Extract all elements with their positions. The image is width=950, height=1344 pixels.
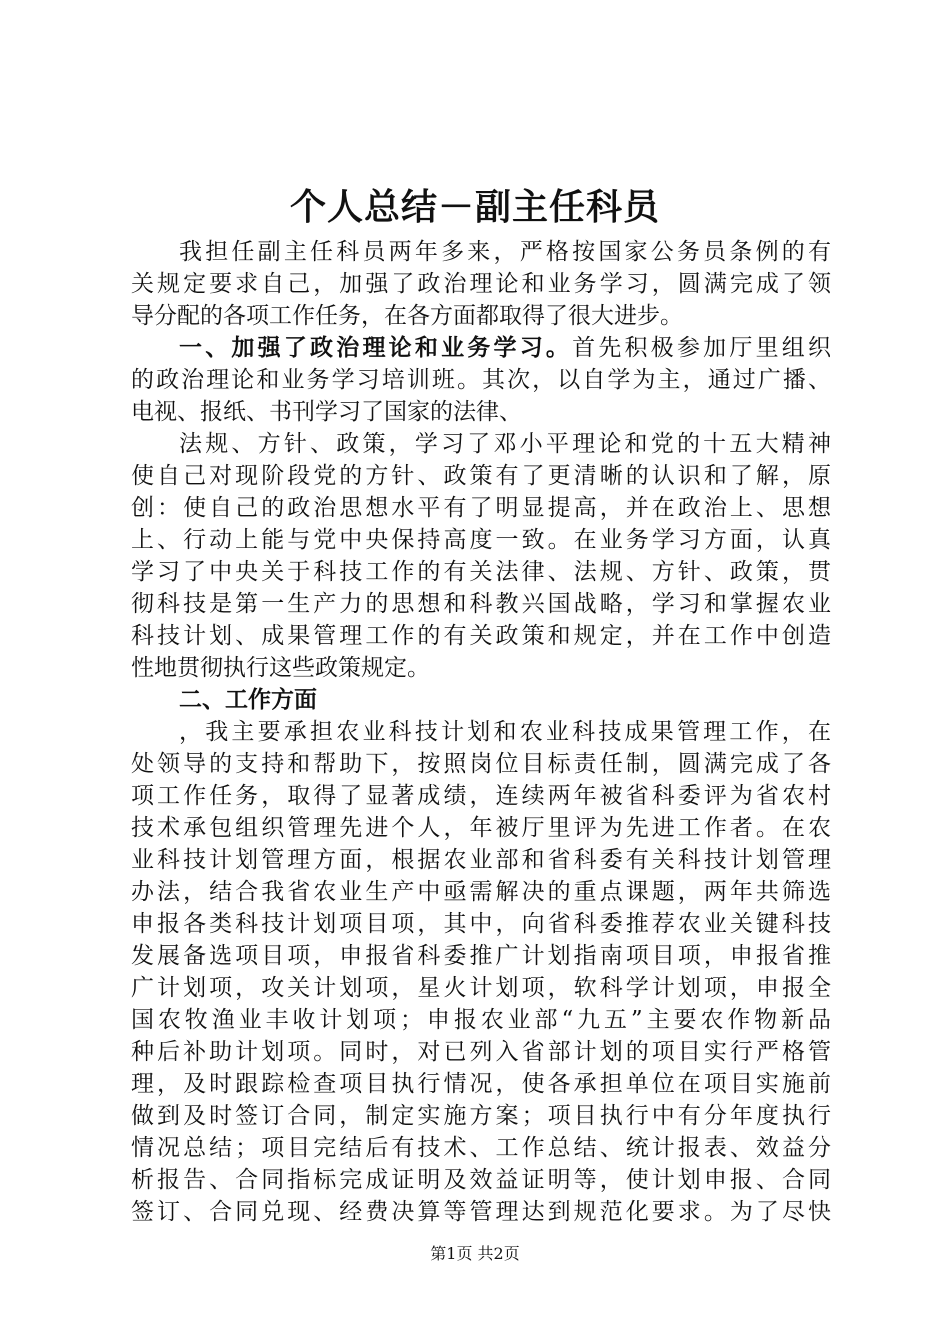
line-text: 上、行动上能与党中央保持高度一致。在业务学习方面，认真: [131, 527, 831, 553]
text-line: [131, 1100, 831, 1132]
text-line: [131, 940, 831, 972]
line-text: 使自己对现阶段党的方针、政策有了更清晰的认识和了解，原: [131, 463, 831, 489]
line-text: 国农牧渔业丰收计划项；申报农业部“九五”主要农作物新品: [131, 1007, 831, 1033]
line-text: 关规定要求自己，加强了政治理论和业务学习，圆满完成了领: [131, 271, 831, 297]
text-line: [131, 1196, 831, 1228]
line-text: 理，及时跟踪检查项目执行情况，使各承担单位在项目实施前: [131, 1071, 831, 1097]
text-line: [131, 1132, 831, 1164]
line-text: 导分配的各项工作任务，在各方面都取得了很大进步。: [131, 303, 683, 329]
text-line: [131, 684, 831, 716]
line-text: 创：使自己的政治思想水平有了明显提高，并在政治上、思想: [131, 495, 831, 521]
text-line: [131, 716, 831, 748]
line-text: 种后补助计划项。同时，对已列入省部计划的项目实行严格管: [131, 1039, 831, 1065]
text-line: [131, 396, 831, 428]
line-text: 我担任副主任科员两年多来，严格按国家公务员条例的有: [179, 239, 831, 265]
text-line: [131, 300, 831, 332]
section-heading: 二、工作方面: [179, 687, 317, 713]
line-text: 的政治理论和业务学习培训班。其次，以自学为主，通过广播、: [131, 367, 831, 393]
section-heading: 一、加强了政治理论和业务学习。: [179, 335, 573, 361]
text-line: [131, 428, 831, 460]
document-title: 个人总结－副主任科员: [289, 187, 660, 228]
line-text: 性地贯彻执行这些政策规定。: [131, 655, 430, 681]
text-line: [131, 748, 831, 780]
text-line: [131, 812, 831, 844]
text-line: [131, 332, 831, 364]
text-line: [131, 780, 831, 812]
line-text: 做到及时签订合同，制定实施方案；项目执行中有分年度执行: [131, 1103, 831, 1129]
line-text: 法规、方针、政策，学习了邓小平理论和党的十五大精神: [179, 431, 831, 457]
line-text: 申报各类科技计划项目项，其中，向省科委推荐农业关键科技: [131, 911, 831, 937]
text-line: [131, 556, 831, 588]
line-text: 析报告、合同指标完成证明及效益证明等，使计划申报、合同: [131, 1167, 831, 1193]
line-text: 广计划项，攻关计划项，星火计划项，软科学计划项，申报全: [131, 975, 831, 1001]
line-text: 发展备选项目项，申报省科委推广计划指南项目项，申报省推: [131, 943, 831, 969]
line-text: 处领导的支持和帮助下，按照岗位目标责任制，圆满完成了各: [131, 751, 831, 777]
text-line: [131, 524, 831, 556]
line-text: 情况总结；项目完结后有技术、工作总结、统计报表、效益分: [131, 1135, 831, 1161]
line-text: 电视、报纸、书刊学习了国家的法律、: [131, 399, 522, 425]
text-line: [131, 620, 831, 652]
line-text: 科技计划、成果管理工作的有关政策和规定，并在工作中创造: [131, 623, 831, 649]
line-text: 办法，结合我省农业生产中亟需解决的重点课题，两年共筛选: [131, 879, 831, 905]
line-text: 签订、合同兑现、经费决算等管理达到规范化要求。为了尽快: [131, 1199, 831, 1225]
line-text: 技术承包组织管理先进个人，年被厅里评为先进工作者。在农: [131, 815, 831, 841]
text-line: [131, 1036, 831, 1068]
text-line: [131, 1164, 831, 1196]
line-text: ，我主要承担农业科技计划和农业科技成果管理工作，在: [179, 719, 831, 745]
text-line: [131, 364, 831, 396]
text-line: [131, 876, 831, 908]
text-line: [131, 492, 831, 524]
text-line: [131, 1004, 831, 1036]
text-line: [131, 236, 831, 268]
text-line: [131, 908, 831, 940]
text-line: [131, 844, 831, 876]
text-line: [131, 588, 831, 620]
line-text: 项工作任务，取得了显著成绩，连续两年被省科委评为省农村: [131, 783, 831, 809]
text-line: [131, 1068, 831, 1100]
line-text: 首先积极参加厅里组织: [572, 335, 831, 361]
text-line: [131, 652, 831, 684]
line-text: 学习了中央关于科技工作的有关法律、法规、方针、政策，贯: [131, 559, 831, 585]
page-footer: 第1页 共2页: [430, 1244, 520, 1263]
text-line: [131, 460, 831, 492]
document-body: [131, 236, 831, 1228]
text-line: [131, 972, 831, 1004]
line-text: 彻科技是第一生产力的思想和科教兴国战略，学习和掌握农业: [131, 591, 831, 617]
text-line: [131, 268, 831, 300]
line-text: 业科技计划管理方面，根据农业部和省科委有关科技计划管理: [131, 847, 831, 873]
